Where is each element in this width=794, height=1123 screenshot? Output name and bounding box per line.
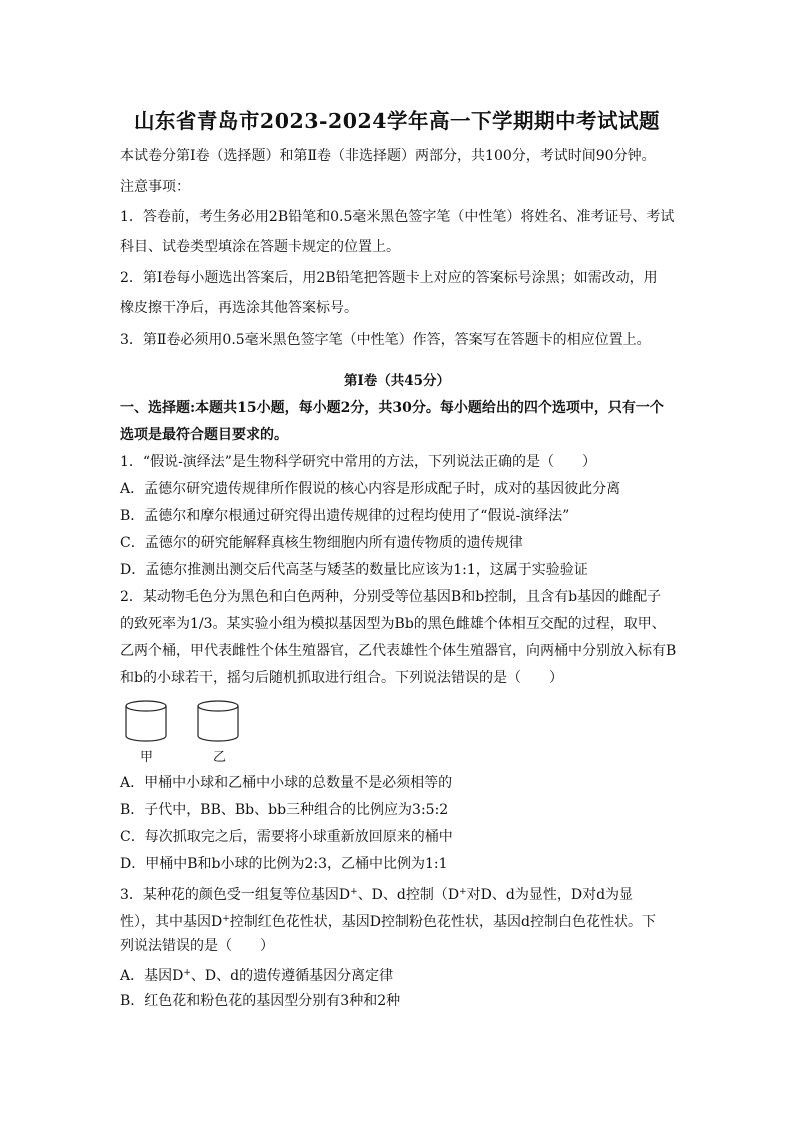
question-1-option-c: C．孟德尔的研究能解释真核生物细胞内所有遗传物质的遗传规律	[120, 535, 523, 551]
question-2-stem-line-1: 2．某动物毛色分为黑色和白色两种，分别受等位基因B和b控制，且含有b基因的雌配子	[120, 589, 662, 605]
q3-stem-line-2-part-a: 性），其中基因D	[120, 914, 223, 930]
question-3-option-b: B．红色花和粉色花的基因型分别有3种和2种	[120, 993, 401, 1009]
question-1-option-d: D．孟德尔推测出测交后代高茎与矮茎的数量比应该为1:1，这属于实验验证	[120, 562, 588, 578]
question-2-option-d: D．甲桶中B和b小球的比例为2:3，乙桶中比例为1:1	[120, 856, 448, 872]
question-2-stem-line-3: 乙两个桶，甲代表雌性个体生殖器官，乙代表雄性个体生殖器官，向两桶中分别放入标有B	[120, 643, 677, 659]
question-2-option-b: B．子代中，BB、Bb、bb三种组合的比例应为3:5:2	[120, 802, 449, 818]
question-2-option-c: C．每次抓取完之后，需要将小球重新放回原来的桶中	[120, 829, 453, 845]
question-3-option-a	[120, 963, 393, 986]
q3-stem-line-2-part-b: 控制红色花性状，基因D控制粉色花性状，基因d控制白色花性状。下	[229, 914, 656, 930]
superscript-plus: +	[350, 887, 358, 897]
figure-label-bucket-b: 乙	[213, 750, 227, 765]
question-1-option-b: B．孟德尔和摩尔根通过研究得出遗传规律的过程均使用了“假说-演绎法”	[120, 508, 570, 524]
question-2-option-a: A．甲桶中小球和乙桶中小球的总数量不是必须相等的	[120, 775, 453, 791]
part-1-instructions-line-1: 一、选择题:本题共15小题，每小题2分，共30分。每小题给出的四个选项中，只有一个	[120, 400, 664, 416]
q3-option-a-part-b: 、D、d的遗传遵循基因分离定律	[190, 968, 394, 984]
q3-option-a-part-a: A．基因D	[120, 968, 184, 984]
question-1-stem: 1．“假说-演绎法”是生物科学研究中常用的方法，下列说法正确的是（ ）	[120, 454, 596, 470]
exam-intro: 本试卷分第Ⅰ卷（选择题）和第Ⅱ卷（非选择题）两部分，共100分，考试时间90分钟。	[120, 148, 656, 164]
superscript-plus: +	[459, 887, 467, 897]
note-3: 3．第Ⅱ卷必须用0.5毫米黑色签字笔（中性笔）作答，答案写在答题卡的相应位置上。	[120, 332, 651, 348]
figure-label-bucket-a: 甲	[140, 750, 154, 765]
question-1-option-a: A．孟德尔研究遗传规律所作假说的核心内容是形成配子时，成对的基因彼此分离	[120, 481, 621, 497]
note-2-line-2: 橡皮擦干净后，再选涂其他答案标号。	[120, 300, 358, 316]
bucket-a-icon	[126, 701, 166, 741]
note-2-line-1: 2．第Ⅰ卷每小题选出答案后，用2B铅笔把答题卡上对应的答案标号涂黑；如需改动，用	[120, 270, 658, 286]
question-3-stem-line-2	[120, 909, 656, 932]
exam-title: 山东省青岛市2023-2024学年高一下学期期中考试试题	[133, 109, 661, 133]
note-1-line-1: 1．答卷前，考生务必用2B铅笔和0.5毫米黑色签字笔（中性笔）将姓名、准考证号、考试	[120, 209, 675, 225]
bucket-b-icon	[198, 701, 238, 741]
q3-stem-line-1-part-c: 对D、d为显性，D对d为显	[466, 887, 634, 903]
question-2-stem-line-2: 的致死率为1/3。某实验小组为模拟基因型为Bb的黑色雌雄个体相互交配的过程，取甲、	[120, 616, 666, 632]
q3-stem-line-1-part-a: 3．某种花的颜色受一组复等位基因D	[120, 887, 351, 903]
question-2-stem-line-4: 和b的小球若干，摇匀后随机抓取进行组合。下列说法错误的是（ ）	[120, 670, 563, 686]
superscript-plus: +	[183, 968, 191, 978]
note-1-line-2: 科目、试卷类型填涂在答题卡规定的位置上。	[120, 239, 400, 255]
two-buckets-figure	[118, 696, 248, 768]
notes-heading: 注意事项：	[120, 179, 190, 195]
question-3-stem-line-1	[120, 882, 633, 905]
section-title: 第Ⅰ卷（共45分）	[343, 373, 451, 389]
superscript-plus: +	[222, 914, 230, 924]
part-1-instructions-line-2: 选项是最符合题目要求的。	[120, 427, 288, 443]
question-3-stem-line-3: 列说法错误的是（ ）	[120, 938, 274, 954]
q3-stem-line-1-part-b: 、D、d控制（D	[357, 887, 460, 903]
